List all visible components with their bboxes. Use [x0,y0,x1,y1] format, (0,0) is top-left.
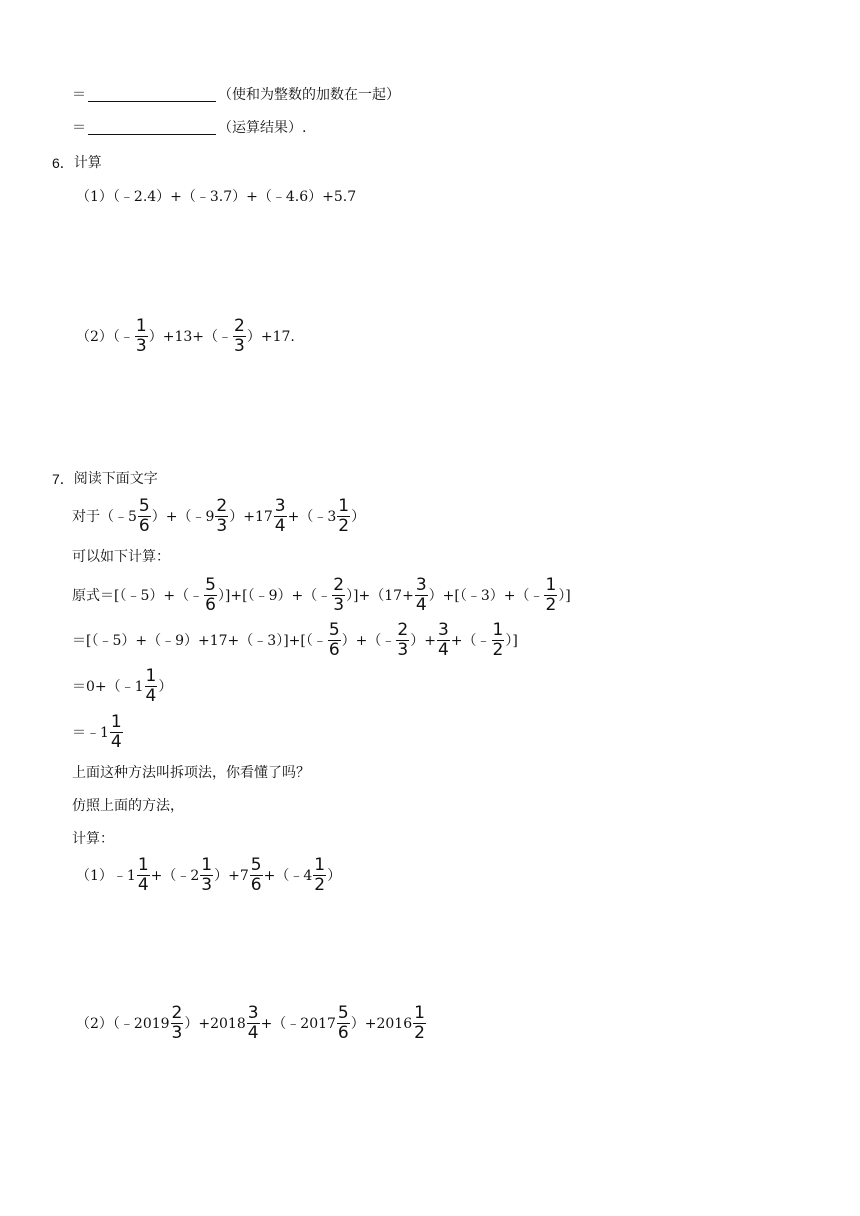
expr-text: ＝﹣1 [72,724,109,741]
numerator: 2 [333,575,345,595]
imitate-text: 仿照上面的方法， [72,798,184,814]
expr-text: ） [158,678,173,695]
denominator: 6 [250,875,262,895]
expr-text: （2）（﹣ [76,328,134,345]
fraction [247,1005,260,1042]
denominator: 3 [201,875,213,895]
q6-part1: （1）（﹣2.4）+（﹣3.7）+（﹣4.6）+5.7 [76,189,357,205]
denominator: 4 [110,732,122,752]
q7-heading [52,470,158,488]
numerator: 1 [145,666,157,686]
expr-text: ）] [558,587,571,604]
fraction [415,577,428,614]
numerator: 1 [545,575,557,595]
denominator: 4 [137,875,149,895]
numerator: 2 [171,1003,183,1023]
fraction [337,1005,350,1042]
q5-step1 [72,86,400,104]
numerator: 3 [437,620,449,640]
q7-part2 [76,1005,427,1042]
expr-text: ） [327,867,342,884]
fraction [328,622,341,659]
fraction [110,714,123,751]
denominator: 6 [337,1023,349,1043]
expr-text: 对于（﹣5 [72,508,137,525]
fraction [313,857,326,894]
denominator: 2 [414,1023,425,1043]
question-title: 计算 [73,155,102,171]
numerator: 1 [492,620,504,640]
denominator: 2 [314,875,326,895]
q7-intro [72,498,365,535]
denominator: 4 [274,516,286,536]
expr-text: ）+（﹣ [341,632,396,649]
answer-blank[interactable] [88,122,216,135]
explain-text: 上面这种方法叫拆项法，你看懂了吗？ [72,765,310,781]
q7-solution-line3 [72,668,172,705]
step2-note: （运算结果）. [218,120,307,136]
compute-text: 计算： [72,831,114,847]
fraction [437,622,450,659]
fraction [215,498,228,535]
fraction [171,1005,184,1042]
expr-text: ）+[（﹣3）+（﹣ [428,587,544,604]
denominator: 3 [333,595,345,615]
expr-text: +（﹣2017 [260,1015,336,1032]
numerator: 5 [205,575,216,595]
denominator: 6 [205,595,216,615]
expr-text: ） [351,508,366,525]
numerator: 5 [337,1003,349,1023]
numerator: 1 [201,855,213,875]
denominator: 3 [234,336,245,356]
numerator: 3 [247,1003,259,1023]
fraction [204,577,217,614]
step1-note: （使和为整数的加数在一起） [218,87,400,103]
expr-text: ）] [505,632,518,649]
fraction [250,857,263,894]
denominator: 4 [247,1023,259,1043]
denominator: 4 [145,686,157,706]
q7-solution-line1 [72,577,571,614]
numerator: 2 [397,620,409,640]
equals-sign: ＝ [72,120,86,136]
numerator: 1 [314,855,326,875]
denominator: 2 [338,516,350,536]
denominator: 4 [437,640,449,660]
q5-step2 [72,119,306,137]
denominator: 3 [171,1023,183,1043]
expr-text: ＝[（﹣5）+（﹣9）+17+（﹣3）]+[（﹣ [72,632,327,649]
denominator: 4 [415,595,427,615]
expr-text: ）+ [410,632,436,649]
denominator: 3 [397,640,409,660]
numerator: 5 [250,855,262,875]
q7-part1 [76,857,341,894]
numerator: 2 [234,316,245,336]
fraction [233,318,246,355]
fraction [332,577,345,614]
expr-text: +（﹣2 [150,867,200,884]
numerator: 1 [110,712,122,732]
question-number: 7． [52,471,74,487]
expr-text: ）]+（17+ [346,587,414,604]
question-number: 6． [52,155,74,171]
numerator: 2 [216,496,228,516]
expr-text: +（﹣3 [287,508,337,525]
denominator: 3 [216,516,228,536]
question-title: 阅读下面文字 [73,471,158,487]
fraction [413,1005,426,1042]
expr-text: ）+17 [229,508,273,525]
expr-text: +（﹣ [450,632,491,649]
numerator: 3 [415,575,427,595]
answer-blank[interactable] [88,89,216,102]
fraction [135,318,148,355]
fraction [145,668,158,705]
fraction [274,498,287,535]
denominator: 6 [328,640,340,660]
expr-text: ）+17. [246,328,295,345]
expr-text: ）+（﹣9 [151,508,215,525]
fraction [337,498,350,535]
q6-heading [52,154,102,172]
can-compute-text: 可以如下计算： [72,549,170,565]
fraction [544,577,557,614]
expr-text: ）+2016 [350,1015,413,1032]
fraction [200,857,213,894]
expr-text: ）+2018 [184,1015,246,1032]
denominator: 6 [138,516,150,536]
expr-text: （2）（﹣2019 [76,1015,170,1032]
expr-text: +（﹣4 [263,867,313,884]
numerator: 1 [137,855,149,875]
q6-part2 [76,318,295,355]
expr-text: ＝0+（﹣1 [72,678,144,695]
numerator: 1 [135,316,147,336]
denominator: 2 [492,640,504,660]
expr-text: 原式＝[（﹣5）+（﹣ [72,587,204,604]
q7-solution-line4 [72,714,124,751]
expr-text: ）]+[（﹣9）+（﹣ [217,587,332,604]
numerator: 5 [138,496,150,516]
numerator: 1 [414,1003,425,1023]
numerator: 1 [338,496,350,516]
expr-text: （1）﹣1 [76,867,136,884]
fraction [138,498,151,535]
equals-sign: ＝ [72,87,86,103]
expr-text: ）+7 [214,867,249,884]
denominator: 2 [545,595,557,615]
fraction [137,857,150,894]
expr-text: ）+13+（﹣ [148,328,233,345]
fraction [492,622,505,659]
q7-solution-line2 [72,622,518,659]
numerator: 3 [274,496,286,516]
fraction [396,622,409,659]
numerator: 5 [328,620,340,640]
denominator: 3 [135,336,147,356]
